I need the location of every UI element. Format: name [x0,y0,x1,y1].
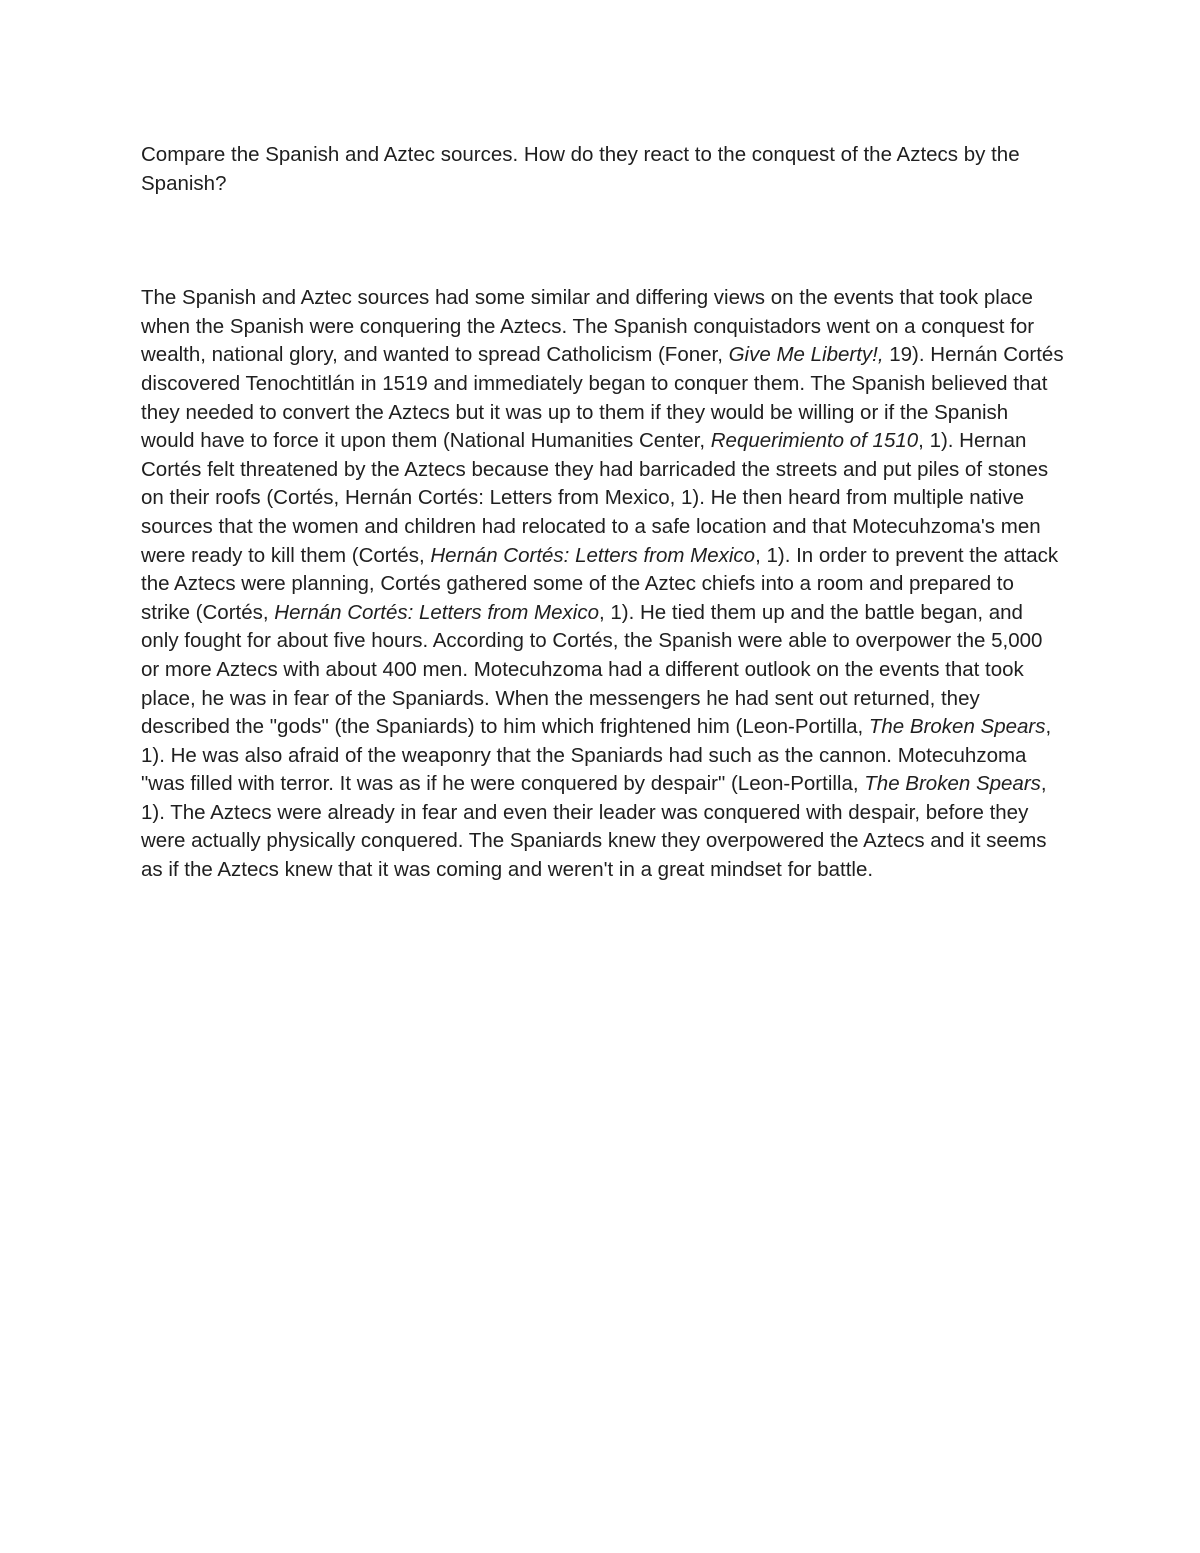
citation-title: The Broken Spears [868,715,1046,739]
citation-title: Hernán Cortés: Letters from Mexico [274,600,599,624]
essay-text: , 1). Hernan Cortés felt threatened by the Aztecs because they had barricaded the streets and put piles of stones on their roofs (Cortés, Hernán Cortés: Letters from Mexico, 1). He then heard from multiple native sources that the women and children had relocated to a safe location and that Motecuhzoma's men were ready to kill them (Cortés, [141,429,1049,567]
essay-text: , 1). He was also afraid of the weaponry that the Spaniards had such as the cannon. Motecuhzoma "was filled with terror. It was as if he were conquered by despair" (Leon-Portilla, [141,715,1052,796]
citation-title: The Broken Spears [864,772,1041,796]
essay-text: , 1). He tied them up and the battle began, and only fought for about five hours. According to Cortés, the Spanish were able to overpower the 5,000 or more Aztecs with about 400 men. Motecuhzoma had a different outlook on the events that took place, he was in fear of the Spaniards. When the messengers he had sent out returned, they described the "gods" (the Spaniards) to him which frightened him (Leon-Portilla, [141,600,1043,739]
essay-text: The Spanish and Aztec sources had some similar and differing views on the events that took place when the Spanish were conquering the Aztecs. The Spanish conquistadors went on a conquest for wealth, national glory, and wanted to spread Catholicism (Foner, [141,286,1035,367]
essay-paragraph [141,284,1066,884]
citation-title: Give Me Liberty!, [728,343,884,367]
essay-text: , 1). In order to prevent the attack the Aztecs were planning, Cortés gathered some of the Aztec chiefs into a room and prepared to strike (Cortés, [141,543,1059,624]
essay-text: , 1). The Aztecs were already in fear and even their leader was conquered with despair, before they were actually physically conquered. The Spaniards knew they overpowered the Aztecs and it seems as if the Aztecs knew that it was coming and weren't in a great mindset for battle. [141,772,1047,882]
citation-title: Requerimiento of 1510 [710,429,919,453]
document-body [141,141,1066,885]
essay-prompt: Compare the Spanish and Aztec sources. How do they react to the conquest of the Aztecs by the Spanish? [141,143,1020,195]
citation-title: Hernán Cortés: Letters from Mexico [430,543,756,567]
essay-text: 19). Hernán Cortés discovered Tenochtitlán in 1519 and immediately began to conquer them. The Spanish believed that they needed to convert the Aztecs but it was up to them if they would be willing or if the Spanish would have to force it upon them (National Humanities Center, [141,343,1064,453]
